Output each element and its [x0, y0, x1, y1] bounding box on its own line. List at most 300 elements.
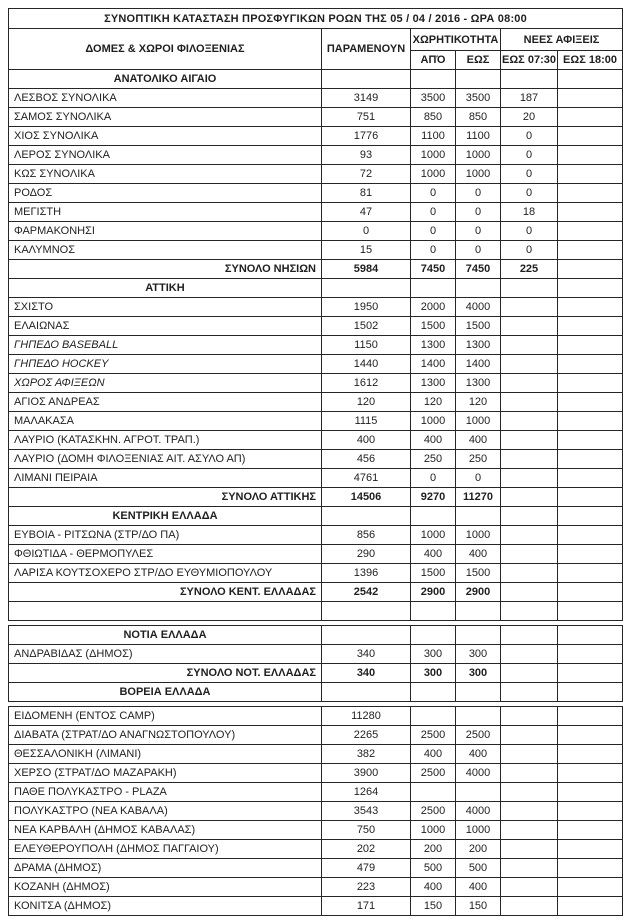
- capacity-from-cell: 2500: [411, 802, 456, 821]
- facility-row: [9, 859, 623, 878]
- capacity-to-cell: 4000: [456, 764, 501, 783]
- facility-name-cell: ΕΛΑΙΩΝΑΣ: [9, 317, 322, 336]
- facility-name-cell: ΛΙΜΑΝΙ ΠΕΙΡΑΙΑ: [9, 469, 322, 488]
- remaining-cell: 223: [322, 878, 411, 897]
- arrivals-1800-cell: [558, 645, 623, 664]
- refugee-flows-table-south: [8, 625, 623, 702]
- arrivals-0730-cell: [501, 431, 558, 450]
- capacity-from-cell: 2500: [411, 726, 456, 745]
- capacity-to-cell: [456, 683, 501, 702]
- arrivals-0730-cell: [501, 745, 558, 764]
- facility-row: [9, 393, 623, 412]
- facility-name-cell: ΚΟΖΑΝΗ (ΔΗΜΟΣ): [9, 878, 322, 897]
- capacity-to-cell: 0: [456, 203, 501, 222]
- facility-row: [9, 374, 623, 393]
- arrivals-0730-cell: [501, 821, 558, 840]
- arrivals-1800-cell: [558, 488, 623, 507]
- remaining-cell: 1150: [322, 336, 411, 355]
- facility-name-cell: ΕΙΔΟΜΕΝΗ (ΕΝΤΟΣ CAMP): [9, 707, 322, 726]
- facility-name-cell: ΣΥΝΟΛΟ ΑΤΤΙΚΗΣ: [9, 488, 322, 507]
- section-header-row: [9, 626, 623, 645]
- arrivals-0730-cell: [501, 488, 558, 507]
- arrivals-1800-cell: [558, 222, 623, 241]
- arrivals-1800-cell: [558, 89, 623, 108]
- capacity-to-cell: 1000: [456, 526, 501, 545]
- facility-row: [9, 783, 623, 802]
- remaining-cell: 1502: [322, 317, 411, 336]
- remaining-cell: 340: [322, 664, 411, 683]
- arrivals-1800-cell: [558, 783, 623, 802]
- facility-name-cell: ΜΕΓΙΣΤΗ: [9, 203, 322, 222]
- arrivals-0730-cell: [501, 897, 558, 916]
- facility-name-cell: ΣΥΝΟΛΟ ΝΗΣΙΩΝ: [9, 260, 322, 279]
- facility-name-cell: ΒΟΡΕΙΑ ΕΛΛΑΔΑ: [9, 683, 322, 702]
- blank-row: [9, 602, 623, 621]
- facility-row: [9, 241, 623, 260]
- facility-row: [9, 469, 623, 488]
- arrivals-1800-cell: [558, 897, 623, 916]
- facility-name-cell: ΛΕΣΒΟΣ ΣΥΝΟΛΙΚΑ: [9, 89, 322, 108]
- arrivals-1800-cell: [558, 241, 623, 260]
- remaining-cell: 0: [322, 222, 411, 241]
- arrivals-1800-cell: [558, 355, 623, 374]
- arrivals-0730-cell: [501, 764, 558, 783]
- total-row: [9, 488, 623, 507]
- capacity-from-cell: 150: [411, 897, 456, 916]
- capacity-to-cell: [456, 507, 501, 526]
- remaining-cell: [322, 279, 411, 298]
- capacity-from-cell: 1500: [411, 564, 456, 583]
- facility-name-cell: ΘΕΣΣΑΛΟΝΙΚΗ (ΛΙΜΑΝΙ): [9, 745, 322, 764]
- arrivals-0730-cell: [501, 683, 558, 702]
- capacity-to-cell: 0: [456, 241, 501, 260]
- col-header-new-arrivals: ΝΕΕΣ ΑΦΙΞΕΙΣ: [501, 29, 623, 51]
- facility-row: [9, 222, 623, 241]
- table-body-south: [9, 626, 623, 702]
- remaining-cell: 14506: [322, 488, 411, 507]
- capacity-from-cell: [411, 279, 456, 298]
- col-header-capacity: ΧΩΡΗΤΙΚΟΤΗΤΑ: [411, 29, 501, 51]
- capacity-to-cell: 3500: [456, 89, 501, 108]
- refugee-flows-table-main: [8, 8, 623, 621]
- arrivals-1800-cell: [558, 279, 623, 298]
- facility-name-cell: ΣΥΝΟΛΟ ΚΕΝΤ. ΕΛΛΑΔΑΣ: [9, 583, 322, 602]
- facility-row: [9, 317, 623, 336]
- total-row: [9, 583, 623, 602]
- header-row-1: [9, 29, 623, 51]
- arrivals-1800-cell: [558, 707, 623, 726]
- remaining-cell: [322, 507, 411, 526]
- capacity-from-cell: 300: [411, 645, 456, 664]
- section-header-row: [9, 507, 623, 526]
- facility-row: [9, 897, 623, 916]
- arrivals-1800-cell: [558, 393, 623, 412]
- capacity-to-cell: 2500: [456, 726, 501, 745]
- remaining-cell: 1612: [322, 374, 411, 393]
- remaining-cell: 1264: [322, 783, 411, 802]
- title-row: [9, 9, 623, 29]
- capacity-from-cell: 2000: [411, 298, 456, 317]
- facility-name-cell: ΑΓΙΟΣ ΑΝΔΡΕΑΣ: [9, 393, 322, 412]
- arrivals-1800-cell: [558, 802, 623, 821]
- arrivals-0730-cell: 187: [501, 89, 558, 108]
- capacity-to-cell: 400: [456, 545, 501, 564]
- facility-row: [9, 645, 623, 664]
- arrivals-0730-cell: [501, 412, 558, 431]
- facility-row: [9, 840, 623, 859]
- remaining-cell: 5984: [322, 260, 411, 279]
- facility-name-cell: ΦΑΡΜΑΚΟΝΗΣΙ: [9, 222, 322, 241]
- capacity-to-cell: 0: [456, 469, 501, 488]
- capacity-from-cell: 2500: [411, 764, 456, 783]
- capacity-to-cell: 250: [456, 450, 501, 469]
- capacity-from-cell: 1000: [411, 821, 456, 840]
- capacity-from-cell: 200: [411, 840, 456, 859]
- arrivals-1800-cell: [558, 626, 623, 645]
- facility-row: [9, 564, 623, 583]
- col-header-capacity-to: ΕΩΣ: [456, 51, 501, 70]
- capacity-to-cell: 4000: [456, 298, 501, 317]
- col-header-facilities: ΔΟΜΕΣ & ΧΩΡΟΙ ΦΙΛΟΞΕΝΙΑΣ: [9, 29, 322, 70]
- arrivals-0730-cell: [501, 840, 558, 859]
- arrivals-0730-cell: 20: [501, 108, 558, 127]
- capacity-to-cell: 1300: [456, 374, 501, 393]
- facility-name-cell: ΕΛΕΥΘΕΡΟΥΠΟΛΗ (ΔΗΜΟΣ ΠΑΓΓΑΙΟΥ): [9, 840, 322, 859]
- facility-name-cell: ΠΟΛΥΚΑΣΤΡΟ (ΝΕΑ ΚΑΒΑΛΑ): [9, 802, 322, 821]
- capacity-from-cell: 1000: [411, 146, 456, 165]
- capacity-from-cell: 300: [411, 664, 456, 683]
- capacity-to-cell: [456, 279, 501, 298]
- arrivals-0730-cell: [501, 859, 558, 878]
- facility-row: [9, 764, 623, 783]
- arrivals-0730-cell: [501, 583, 558, 602]
- capacity-to-cell: 1000: [456, 146, 501, 165]
- arrivals-1800-cell: [558, 317, 623, 336]
- capacity-to-cell: 300: [456, 664, 501, 683]
- arrivals-0730-cell: [501, 336, 558, 355]
- facility-row: [9, 726, 623, 745]
- capacity-from-cell: 850: [411, 108, 456, 127]
- facility-name-cell: ΔΙΑΒΑΤΑ (ΣΤΡΑΤ/ΔΟ ΑΝΑΓΝΩΣΤΟΠΟΥΛΟΥ): [9, 726, 322, 745]
- capacity-to-cell: [456, 707, 501, 726]
- facility-row: [9, 203, 623, 222]
- arrivals-0730-cell: [501, 645, 558, 664]
- remaining-cell: 72: [322, 165, 411, 184]
- remaining-cell: 400: [322, 431, 411, 450]
- capacity-from-cell: 0: [411, 469, 456, 488]
- arrivals-1800-cell: [558, 374, 623, 393]
- arrivals-1800-cell: [558, 545, 623, 564]
- total-row: [9, 260, 623, 279]
- capacity-from-cell: 1100: [411, 127, 456, 146]
- arrivals-0730-cell: [501, 626, 558, 645]
- remaining-cell: 171: [322, 897, 411, 916]
- arrivals-1800-cell: [558, 108, 623, 127]
- arrivals-1800-cell: [558, 127, 623, 146]
- facility-name-cell: ΣΧΙΣΤΟ: [9, 298, 322, 317]
- arrivals-1800-cell: [558, 602, 623, 621]
- capacity-to-cell: 400: [456, 878, 501, 897]
- facility-row: [9, 108, 623, 127]
- remaining-cell: 120: [322, 393, 411, 412]
- col-header-capacity-from: ΑΠΌ: [411, 51, 456, 70]
- facility-row: [9, 545, 623, 564]
- facility-name-cell: ΑΝΑΤΟΛΙΚΟ ΑΙΓΑΙΟ: [9, 70, 322, 89]
- facility-row: [9, 127, 623, 146]
- facility-row: [9, 298, 623, 317]
- capacity-to-cell: [456, 70, 501, 89]
- remaining-cell: 1950: [322, 298, 411, 317]
- arrivals-0730-cell: [501, 526, 558, 545]
- arrivals-1800-cell: [558, 469, 623, 488]
- arrivals-0730-cell: [501, 726, 558, 745]
- arrivals-1800-cell: [558, 165, 623, 184]
- facility-name-cell: ΣΥΝΟΛΟ ΝΟΤ. ΕΛΛΑΔΑΣ: [9, 664, 322, 683]
- table-body-north: [9, 707, 623, 916]
- facility-name-cell: ΚΩΣ ΣΥΝΟΛΙΚΑ: [9, 165, 322, 184]
- remaining-cell: 15: [322, 241, 411, 260]
- remaining-cell: 479: [322, 859, 411, 878]
- remaining-cell: [322, 602, 411, 621]
- facility-name-cell: ΜΑΛΑΚΑΣΑ: [9, 412, 322, 431]
- arrivals-1800-cell: [558, 507, 623, 526]
- capacity-to-cell: 7450: [456, 260, 501, 279]
- capacity-to-cell: 300: [456, 645, 501, 664]
- facility-name-cell: ΦΘΙΩΤΙΔΑ - ΘΕΡΜΟΠΥΛΕΣ: [9, 545, 322, 564]
- arrivals-0730-cell: [501, 878, 558, 897]
- capacity-from-cell: 7450: [411, 260, 456, 279]
- arrivals-0730-cell: 0: [501, 184, 558, 203]
- capacity-to-cell: 1000: [456, 165, 501, 184]
- remaining-cell: 340: [322, 645, 411, 664]
- remaining-cell: [322, 626, 411, 645]
- facility-name-cell: ΚΕΝΤΡΙΚΗ ΕΛΛΑΔΑ: [9, 507, 322, 526]
- facility-name-cell: ΣΑΜΟΣ ΣΥΝΟΛΙΚΑ: [9, 108, 322, 127]
- arrivals-0730-cell: 0: [501, 146, 558, 165]
- arrivals-1800-cell: [558, 683, 623, 702]
- arrivals-0730-cell: [501, 374, 558, 393]
- facility-row: [9, 450, 623, 469]
- capacity-from-cell: 0: [411, 203, 456, 222]
- capacity-from-cell: 0: [411, 241, 456, 260]
- capacity-to-cell: 500: [456, 859, 501, 878]
- remaining-cell: 2542: [322, 583, 411, 602]
- arrivals-0730-cell: 0: [501, 165, 558, 184]
- remaining-cell: 202: [322, 840, 411, 859]
- arrivals-1800-cell: [558, 298, 623, 317]
- capacity-to-cell: 1000: [456, 412, 501, 431]
- capacity-from-cell: 400: [411, 745, 456, 764]
- capacity-to-cell: 400: [456, 745, 501, 764]
- arrivals-0730-cell: 0: [501, 127, 558, 146]
- capacity-to-cell: 400: [456, 431, 501, 450]
- arrivals-1800-cell: [558, 840, 623, 859]
- facility-name-cell: ΑΤΤΙΚΗ: [9, 279, 322, 298]
- facility-row: [9, 821, 623, 840]
- section-header-row: [9, 683, 623, 702]
- facility-name-cell: ΠΑΘΕ ΠΟΛΥΚΑΣΤΡΟ - PLAZA: [9, 783, 322, 802]
- total-row: [9, 664, 623, 683]
- table-body-main: [9, 70, 623, 621]
- refugee-flows-table-north: [8, 706, 623, 916]
- arrivals-0730-cell: [501, 298, 558, 317]
- arrivals-0730-cell: [501, 664, 558, 683]
- arrivals-0730-cell: [501, 317, 558, 336]
- col-header-remaining: ΠΑΡΑΜΕΝΟΥΝ: [322, 29, 411, 70]
- capacity-from-cell: 400: [411, 431, 456, 450]
- capacity-from-cell: 1500: [411, 317, 456, 336]
- arrivals-0730-cell: [501, 564, 558, 583]
- arrivals-0730-cell: 0: [501, 222, 558, 241]
- capacity-from-cell: 120: [411, 393, 456, 412]
- capacity-to-cell: [456, 626, 501, 645]
- col-header-arrivals-until-1800: ΕΩΣ 18:00: [558, 51, 623, 70]
- arrivals-1800-cell: [558, 821, 623, 840]
- facility-row: [9, 878, 623, 897]
- arrivals-1800-cell: [558, 726, 623, 745]
- facility-name-cell: ΝΟΤΙΑ ΕΛΛΑΔΑ: [9, 626, 322, 645]
- arrivals-1800-cell: [558, 664, 623, 683]
- capacity-from-cell: 9270: [411, 488, 456, 507]
- facility-row: [9, 745, 623, 764]
- arrivals-0730-cell: [501, 802, 558, 821]
- facility-name-cell: ΛΑΡΙΣΑ ΚΟΥΤΣΟΧΕΡΟ ΣΤΡ/ΔΟ ΕΥΘΥΜΙΟΠΟΥΛΟΥ: [9, 564, 322, 583]
- remaining-cell: 382: [322, 745, 411, 764]
- facility-row: [9, 336, 623, 355]
- capacity-from-cell: 400: [411, 878, 456, 897]
- remaining-cell: 456: [322, 450, 411, 469]
- section-header-row: [9, 70, 623, 89]
- capacity-from-cell: 250: [411, 450, 456, 469]
- facility-name-cell: ΝΕΑ ΚΑΡΒΑΛΗ (ΔΗΜΟΣ ΚΑΒΑΛΑΣ): [9, 821, 322, 840]
- arrivals-0730-cell: 0: [501, 241, 558, 260]
- facility-name-cell: ΧΩΡΟΣ ΑΦΙΞΕΩΝ: [9, 374, 322, 393]
- arrivals-1800-cell: [558, 146, 623, 165]
- remaining-cell: 3900: [322, 764, 411, 783]
- remaining-cell: 751: [322, 108, 411, 127]
- capacity-to-cell: 4000: [456, 802, 501, 821]
- facility-row: [9, 707, 623, 726]
- capacity-from-cell: 1000: [411, 165, 456, 184]
- remaining-cell: 93: [322, 146, 411, 165]
- facility-row: [9, 89, 623, 108]
- remaining-cell: 290: [322, 545, 411, 564]
- facility-name-cell: ΕΥΒΟΙΑ - ΡΙΤΣΩΝΑ (ΣΤΡ/ΔΟ ΠΑ): [9, 526, 322, 545]
- col-header-arrivals-until-0730: ΕΩΣ 07:30: [501, 51, 558, 70]
- remaining-cell: [322, 683, 411, 702]
- facility-name-cell: ΡΟΔΟΣ: [9, 184, 322, 203]
- arrivals-1800-cell: [558, 70, 623, 89]
- capacity-to-cell: 1500: [456, 564, 501, 583]
- arrivals-1800-cell: [558, 564, 623, 583]
- capacity-from-cell: 0: [411, 184, 456, 203]
- facility-row: [9, 165, 623, 184]
- arrivals-0730-cell: [501, 279, 558, 298]
- facility-row: [9, 431, 623, 450]
- remaining-cell: 3543: [322, 802, 411, 821]
- arrivals-0730-cell: [501, 707, 558, 726]
- capacity-from-cell: 0: [411, 222, 456, 241]
- arrivals-0730-cell: 18: [501, 203, 558, 222]
- facility-name-cell: ΛΑΥΡΙΟ (ΔΟΜΗ ΦΙΛΟΞΕΝΙΑΣ ΑΙΤ. ΑΣΥΛΟ ΑΠ): [9, 450, 322, 469]
- capacity-from-cell: [411, 707, 456, 726]
- capacity-to-cell: 11270: [456, 488, 501, 507]
- arrivals-1800-cell: [558, 184, 623, 203]
- facility-row: [9, 526, 623, 545]
- capacity-from-cell: 3500: [411, 89, 456, 108]
- arrivals-0730-cell: 225: [501, 260, 558, 279]
- capacity-to-cell: 1100: [456, 127, 501, 146]
- arrivals-0730-cell: [501, 783, 558, 802]
- facility-name-cell: ΓΗΠΕΔΟ BASEBALL: [9, 336, 322, 355]
- remaining-cell: 750: [322, 821, 411, 840]
- remaining-cell: 1115: [322, 412, 411, 431]
- capacity-to-cell: 120: [456, 393, 501, 412]
- arrivals-1800-cell: [558, 859, 623, 878]
- facility-name-cell: ΛΕΡΟΣ ΣΥΝΟΛΙΚΑ: [9, 146, 322, 165]
- arrivals-1800-cell: [558, 431, 623, 450]
- arrivals-1800-cell: [558, 878, 623, 897]
- arrivals-1800-cell: [558, 764, 623, 783]
- arrivals-0730-cell: [501, 450, 558, 469]
- remaining-cell: 47: [322, 203, 411, 222]
- facility-row: [9, 184, 623, 203]
- capacity-to-cell: 1000: [456, 821, 501, 840]
- facility-name-cell: ΑΝΔΡΑΒΙΔΑΣ (ΔΗΜΟΣ): [9, 645, 322, 664]
- capacity-from-cell: 1000: [411, 412, 456, 431]
- capacity-from-cell: 2900: [411, 583, 456, 602]
- arrivals-0730-cell: [501, 507, 558, 526]
- capacity-to-cell: 0: [456, 222, 501, 241]
- facility-row: [9, 355, 623, 374]
- capacity-from-cell: 500: [411, 859, 456, 878]
- facility-row: [9, 146, 623, 165]
- arrivals-0730-cell: [501, 70, 558, 89]
- arrivals-1800-cell: [558, 203, 623, 222]
- capacity-to-cell: [456, 602, 501, 621]
- remaining-cell: 856: [322, 526, 411, 545]
- facility-name-cell: [9, 602, 322, 621]
- remaining-cell: 1440: [322, 355, 411, 374]
- section-header-row: [9, 279, 623, 298]
- capacity-to-cell: 1400: [456, 355, 501, 374]
- capacity-to-cell: 0: [456, 184, 501, 203]
- capacity-to-cell: 150: [456, 897, 501, 916]
- facility-name-cell: ΚΟΝΙΤΣΑ (ΔΗΜΟΣ): [9, 897, 322, 916]
- capacity-from-cell: 1300: [411, 374, 456, 393]
- remaining-cell: 4761: [322, 469, 411, 488]
- remaining-cell: 2265: [322, 726, 411, 745]
- capacity-from-cell: [411, 683, 456, 702]
- facility-row: [9, 412, 623, 431]
- capacity-from-cell: [411, 783, 456, 802]
- remaining-cell: 1396: [322, 564, 411, 583]
- arrivals-0730-cell: [501, 545, 558, 564]
- arrivals-1800-cell: [558, 583, 623, 602]
- remaining-cell: 81: [322, 184, 411, 203]
- facility-name-cell: ΧΙΟΣ ΣΥΝΟΛΙΚΑ: [9, 127, 322, 146]
- arrivals-1800-cell: [558, 412, 623, 431]
- capacity-to-cell: 1300: [456, 336, 501, 355]
- refugee-flows-report: [8, 8, 622, 916]
- capacity-from-cell: 400: [411, 545, 456, 564]
- capacity-to-cell: 1500: [456, 317, 501, 336]
- facility-row: [9, 802, 623, 821]
- arrivals-0730-cell: [501, 602, 558, 621]
- remaining-cell: 11280: [322, 707, 411, 726]
- capacity-from-cell: 1400: [411, 355, 456, 374]
- arrivals-1800-cell: [558, 260, 623, 279]
